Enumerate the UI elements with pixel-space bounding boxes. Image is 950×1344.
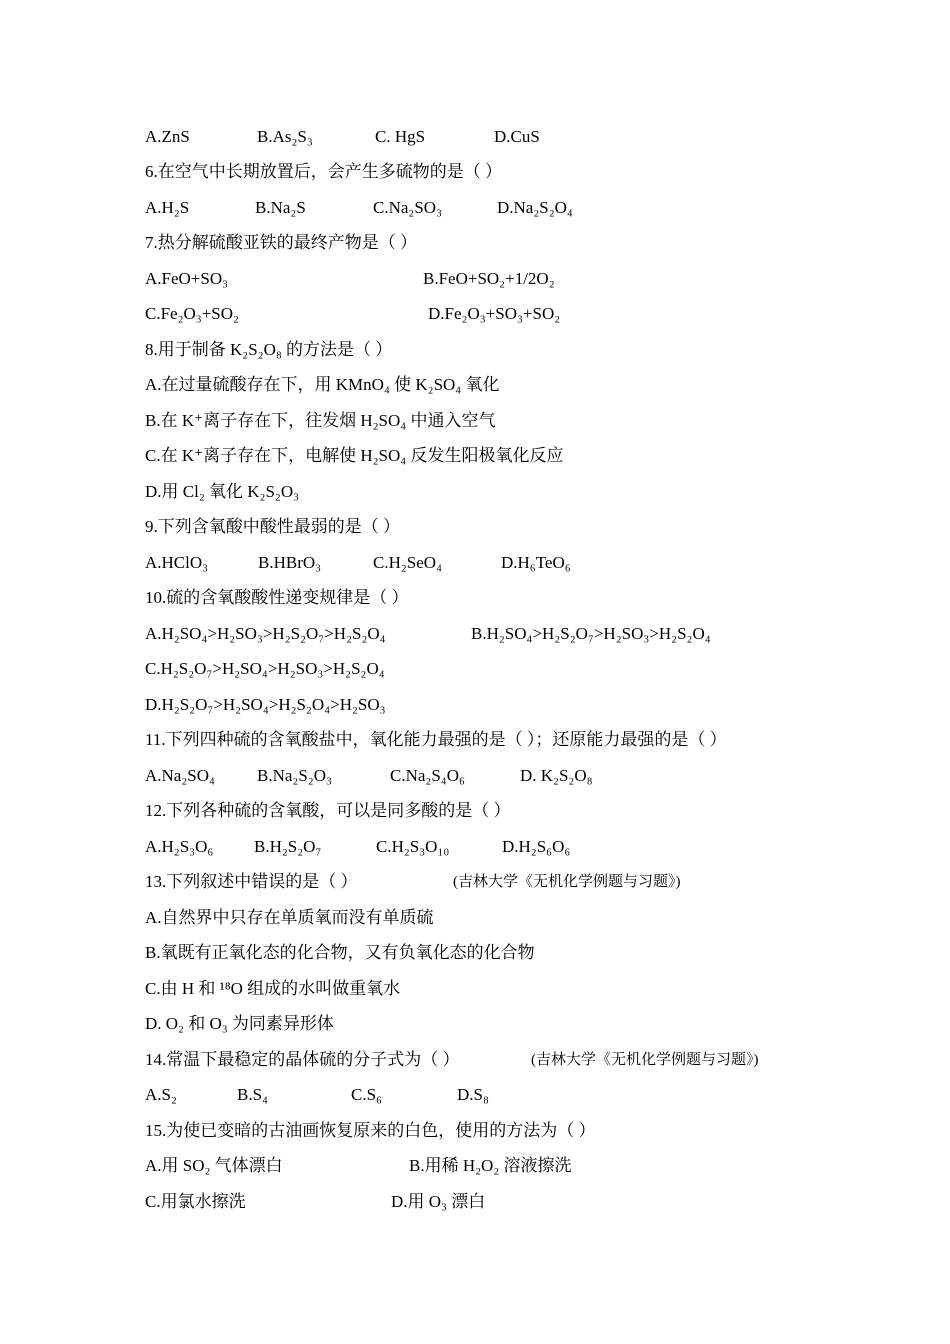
option-b: B.Na₂S₂O₃ (257, 766, 332, 785)
option-a: A.Na₂SO₄ (145, 766, 215, 785)
option-b: B.用稀 H₂O₂ 溶液擦洗 (409, 1156, 572, 1175)
option-a: A.H₂S (145, 198, 190, 217)
option-a: A.S₂ (145, 1085, 177, 1104)
option-c: C.H₂SeO₄ (373, 553, 442, 572)
option-b: B.H₂S₂O₇ (254, 837, 322, 856)
q10-option-c: C.H₂S₂O₇>H₂SO₄>H₂SO₃>H₂S₂O₄ (145, 659, 385, 678)
option-c: C. HgS (375, 127, 426, 146)
option-b: B.As₂S₃ (257, 127, 313, 146)
question-7: 7.热分解硫酸亚铁的最终产物是（ ） (145, 233, 417, 252)
option-a: A.H₂S₃O₆ (145, 837, 214, 856)
option-b: B.FeO+SO₂+1/2O₂ (423, 269, 555, 288)
question-10: 10.硫的含氧酸酸性递变规律是（ ） (145, 588, 409, 607)
option-d: D.Fe₂O₃+SO₃+SO₂ (428, 304, 561, 323)
option-d: D.CuS (494, 127, 540, 146)
q8-option-a: A.在过量硫酸存在下，用 KMnO₄ 使 K₂SO₄ 氧化 (145, 375, 500, 394)
option-c: C.Fe₂O₃+SO₂ (145, 304, 239, 323)
option-c: C.Na₂S₄O₆ (390, 766, 465, 785)
option-a: A.HClO₃ (145, 553, 209, 572)
question-8: 8.用于制备 K₂S₂O₈ 的方法是（ ） (145, 340, 393, 359)
q8-option-d: D.用 Cl₂ 氧化 K₂S₂O₃ (145, 482, 300, 501)
option-d: D.H₆TeO₆ (501, 553, 571, 572)
question-9: 9.下列含氧酸中酸性最弱的是（ ） (145, 517, 400, 536)
question-14-text: 14.常温下最稳定的晶体硫的分子式为（ ） (145, 1050, 460, 1069)
option-d: D.Na₂S₂O₄ (497, 198, 573, 217)
q8-option-b: B.在 K⁺离子存在下，往发烟 H₂SO₄ 中通入空气 (145, 411, 496, 430)
option-c: C.H₂S₃O₁₀ (376, 837, 450, 856)
question-14-source: (吉林大学《无机化学例题与习题》) (531, 1052, 759, 1068)
option-a: A.H₂SO₄>H₂SO₃>H₂S₂O₇>H₂S₂O₄ (145, 624, 386, 643)
question-13-source: (吉林大学《无机化学例题与习题》) (453, 874, 681, 890)
q13-option-b: B.氧既有正氧化态的化合物，又有负氧化态的化合物 (145, 943, 535, 962)
question-12: 12.下列各种硫的含氧酸，可以是同多酸的是（ ） (145, 801, 511, 820)
option-d: D. K₂S₂O₈ (520, 766, 593, 785)
q8-option-c: C.在 K⁺离子存在下，电解使 H₂SO₄ 反发生阳极氧化反应 (145, 446, 564, 465)
option-b: B.S₄ (237, 1085, 268, 1104)
question-11: 11.下列四种硫的含氧酸盐中，氧化能力最强的是（ ）；还原能力最强的是（ ） (145, 730, 727, 749)
q13-option-a: A.自然界中只存在单质氧而没有单质硫 (145, 908, 434, 927)
question-15: 15.为使已变暗的古油画恢复原来的白色，使用的方法为（ ） (145, 1121, 596, 1140)
q13-option-d: D. O₂ 和 O₃ 为同素异形体 (145, 1014, 334, 1033)
option-c: C.用氯水擦洗 (145, 1192, 246, 1211)
option-a: A.用 SO₂ 气体漂白 (145, 1156, 283, 1175)
option-a: A.FeO+SO₃ (145, 269, 229, 288)
option-b: B.H₂SO₄>H₂S₂O₇>H₂SO₃>H₂S₂O₄ (471, 624, 711, 643)
option-b: B.HBrO₃ (258, 553, 322, 572)
question-6: 6.在空气中长期放置后，会产生多硫物的是（ ） (145, 162, 502, 181)
q10-option-d: D.H₂S₂O₇>H₂SO₄>H₂S₂O₄>H₂SO₃ (145, 695, 386, 714)
option-d: D.H₂S₆O₆ (502, 837, 571, 856)
q13-option-c: C.由 H 和 ¹⁸O 组成的水叫做重氧水 (145, 979, 401, 998)
option-c: C.S₆ (351, 1085, 382, 1104)
option-b: B.Na₂S (255, 198, 306, 217)
option-d: D.S₈ (457, 1085, 489, 1104)
question-13-text: 13.下列叙述中错误的是（ ） (145, 872, 358, 891)
option-d: D.用 O₃ 漂白 (391, 1192, 486, 1211)
option-c: C.Na₂SO₃ (373, 198, 442, 217)
option-a: A.ZnS (145, 127, 190, 146)
